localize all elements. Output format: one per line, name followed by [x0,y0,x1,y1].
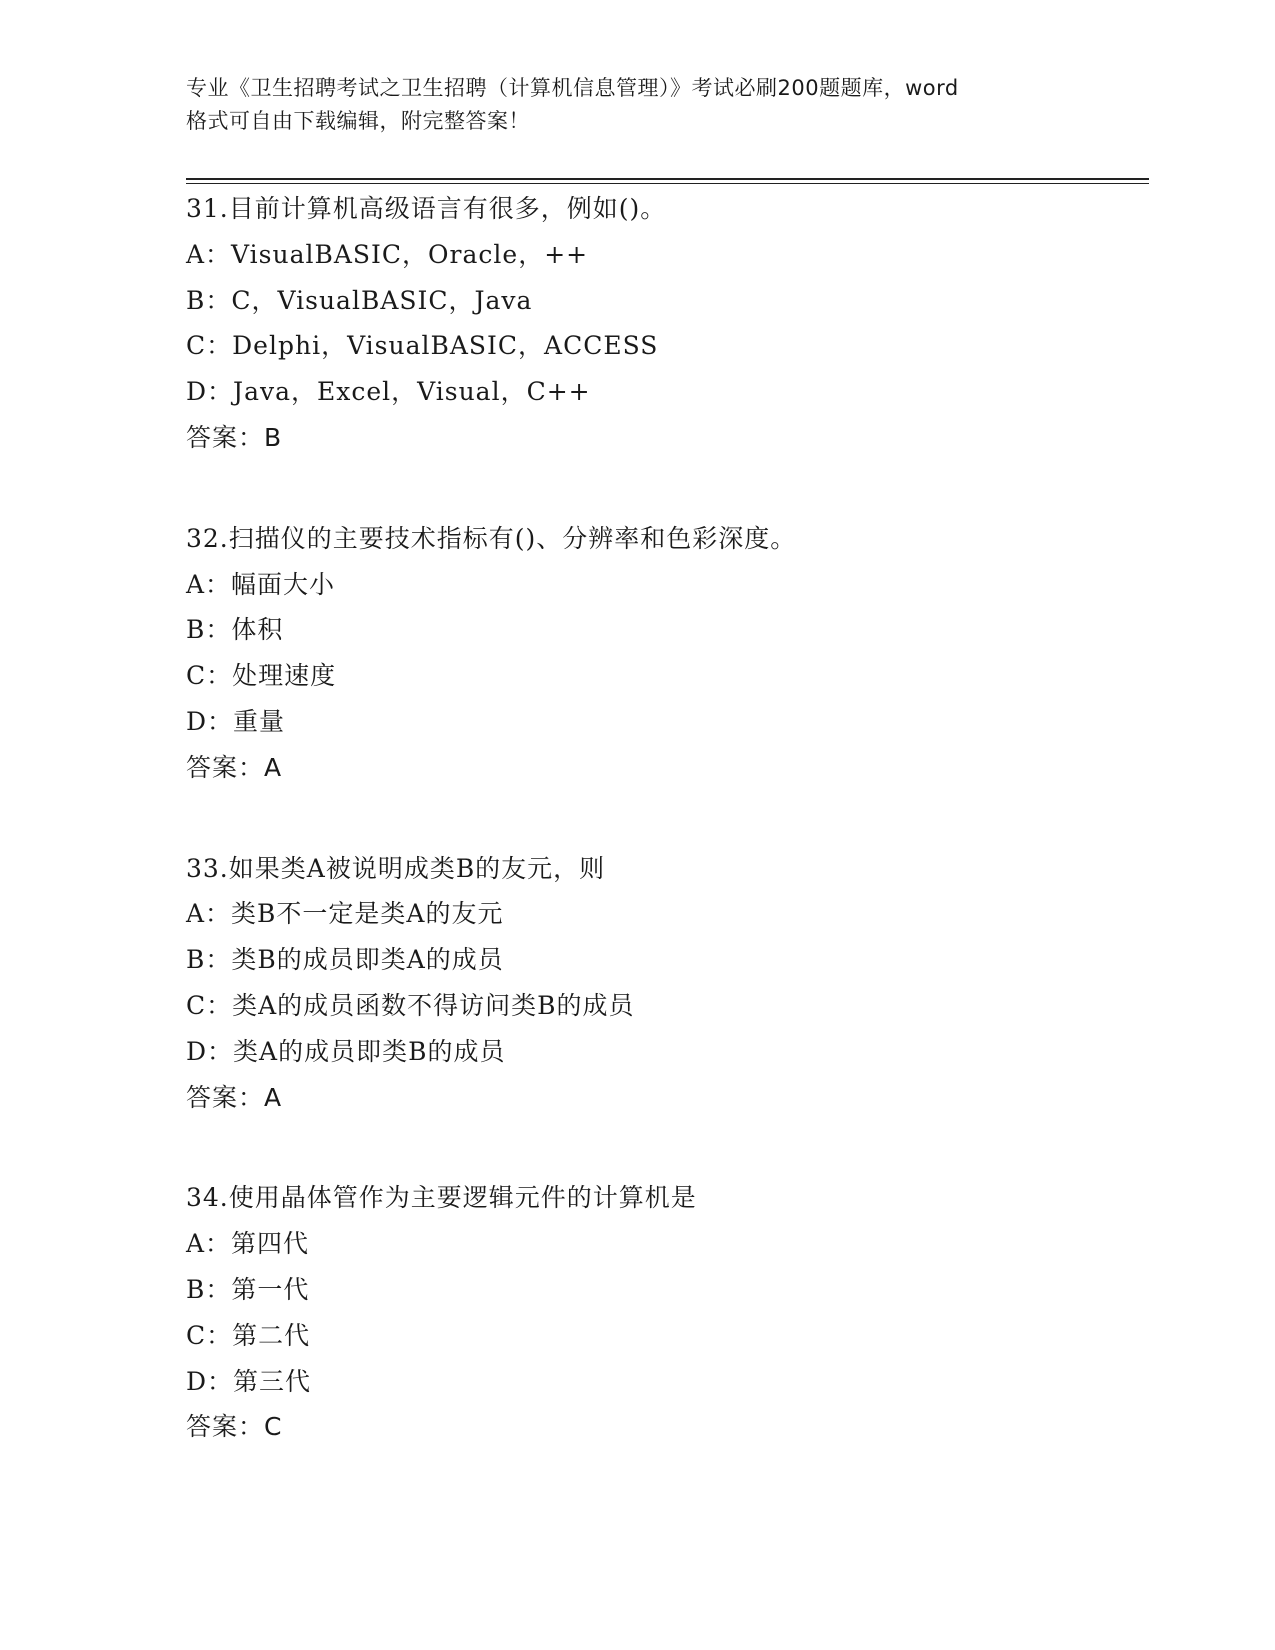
answer: 答案：A [186,752,283,782]
option-d: D：Java，Excel，Visual，C++ [186,377,591,407]
question-32 [186,516,1146,791]
answer: 答案：A [186,1082,283,1112]
option-b: B：类B的成员即类A的成员 [186,945,504,975]
question-list [186,186,1146,1505]
option-c: C：类A的成员函数不得访问类B的成员 [186,990,635,1020]
option-d: D：重量 [186,706,286,736]
header-rule-thin [186,183,1149,184]
question-stem: 31.目前计算机高级语言有很多，例如()。 [186,194,667,223]
question-stem: 33.如果类A被说明成类B的友元，则 [186,853,606,883]
option-b: B：C，VisualBASIC，Java [186,285,533,315]
option-a: A：类B不一定是类A的友元 [186,899,504,929]
option-d: D：类A的成员即类B的成员 [186,1036,506,1066]
option-c: C：Delphi，VisualBASIC，ACCESS [186,331,659,361]
question-33 [186,846,1146,1121]
question-34 [186,1175,1146,1450]
header-rule-thick [186,178,1149,180]
question-stem: 34.使用晶体管作为主要逻辑元件的计算机是 [186,1183,697,1213]
option-c: C：处理速度 [186,661,337,691]
header-line-2: 格式可自由下载编辑，附完整答案！ [186,109,530,133]
option-c: C：第二代 [186,1320,311,1350]
option-b: B：体积 [186,615,284,645]
document-header [186,72,1086,138]
header-line-1: 专业《卫生招聘考试之卫生招聘（计算机信息管理）》考试必刷200题题库，word [186,76,959,100]
question-stem: 32.扫描仪的主要技术指标有()、分辨率和色彩深度。 [186,523,797,553]
option-d: D：第三代 [186,1366,312,1396]
option-a: A：幅面大小 [186,569,336,599]
question-31 [186,186,1146,461]
option-b: B：第一代 [186,1274,310,1304]
answer: 答案：C [186,1412,283,1442]
option-a: A：VisualBASIC，Oracle，++ [186,239,589,269]
answer: 答案：B [186,422,283,452]
option-a: A：第四代 [186,1229,310,1259]
